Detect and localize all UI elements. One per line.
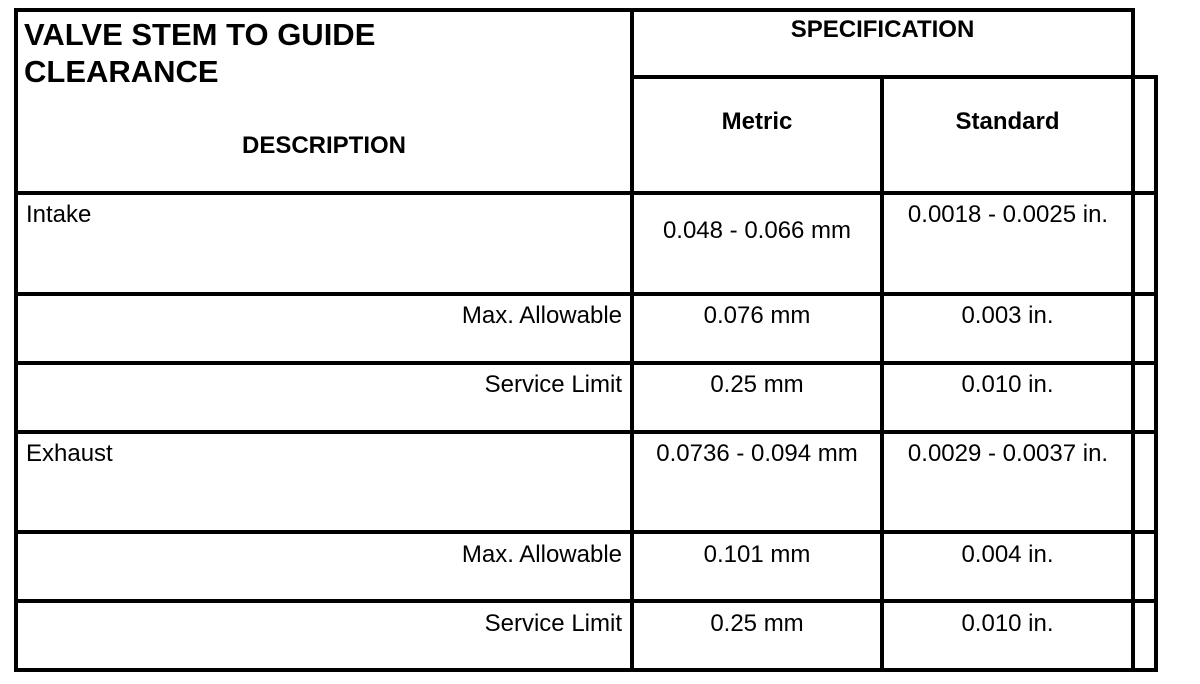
header-bottom-border	[14, 191, 1158, 195]
metric-header: Metric	[721, 108, 793, 135]
metric-value: 0.0736 - 0.094 mm	[656, 440, 858, 467]
table-row-label: Service Limit	[484, 610, 622, 637]
metric-value: 0.25 mm	[710, 610, 804, 637]
specification-header: SPECIFICATION	[790, 16, 975, 43]
table-row-label: Service Limit	[484, 371, 622, 398]
table-border-right-outer	[1154, 75, 1158, 672]
standard-header: Standard	[955, 108, 1060, 135]
standard-value: 0.004 in.	[961, 541, 1054, 568]
row-divider	[14, 361, 1158, 365]
metric-value: 0.101 mm	[703, 541, 811, 568]
table-row-label: Exhaust	[26, 440, 113, 467]
metric-value: 0.25 mm	[710, 371, 804, 398]
row-divider	[14, 292, 1158, 296]
standard-value: 0.010 in.	[961, 371, 1054, 398]
metric-value: 0.048 - 0.066 mm	[662, 217, 852, 244]
standard-value: 0.003 in.	[961, 302, 1054, 329]
row-divider	[14, 599, 1158, 603]
standard-value: 0.010 in.	[961, 610, 1054, 637]
table-border-right-inner	[1131, 8, 1135, 672]
table-row-label: Intake	[26, 201, 92, 228]
table-border-bottom	[14, 668, 1158, 672]
standard-value: 0.0018 - 0.0025 in.	[907, 201, 1109, 228]
description-header: DESCRIPTION	[241, 132, 406, 159]
table-border-left	[14, 8, 18, 672]
row-divider	[14, 530, 1158, 534]
metric-value: 0.076 mm	[703, 302, 811, 329]
table-row-label: Max. Allowable	[461, 302, 622, 329]
row-divider	[14, 430, 1158, 434]
table-row-label: Max. Allowable	[461, 541, 622, 568]
standard-value: 0.0029 - 0.0037 in.	[907, 440, 1109, 467]
table-title: VALVE STEM TO GUIDE CLEARANCE	[24, 17, 376, 89]
spec-header-divider	[630, 75, 1158, 79]
table-border-top	[14, 8, 1135, 12]
